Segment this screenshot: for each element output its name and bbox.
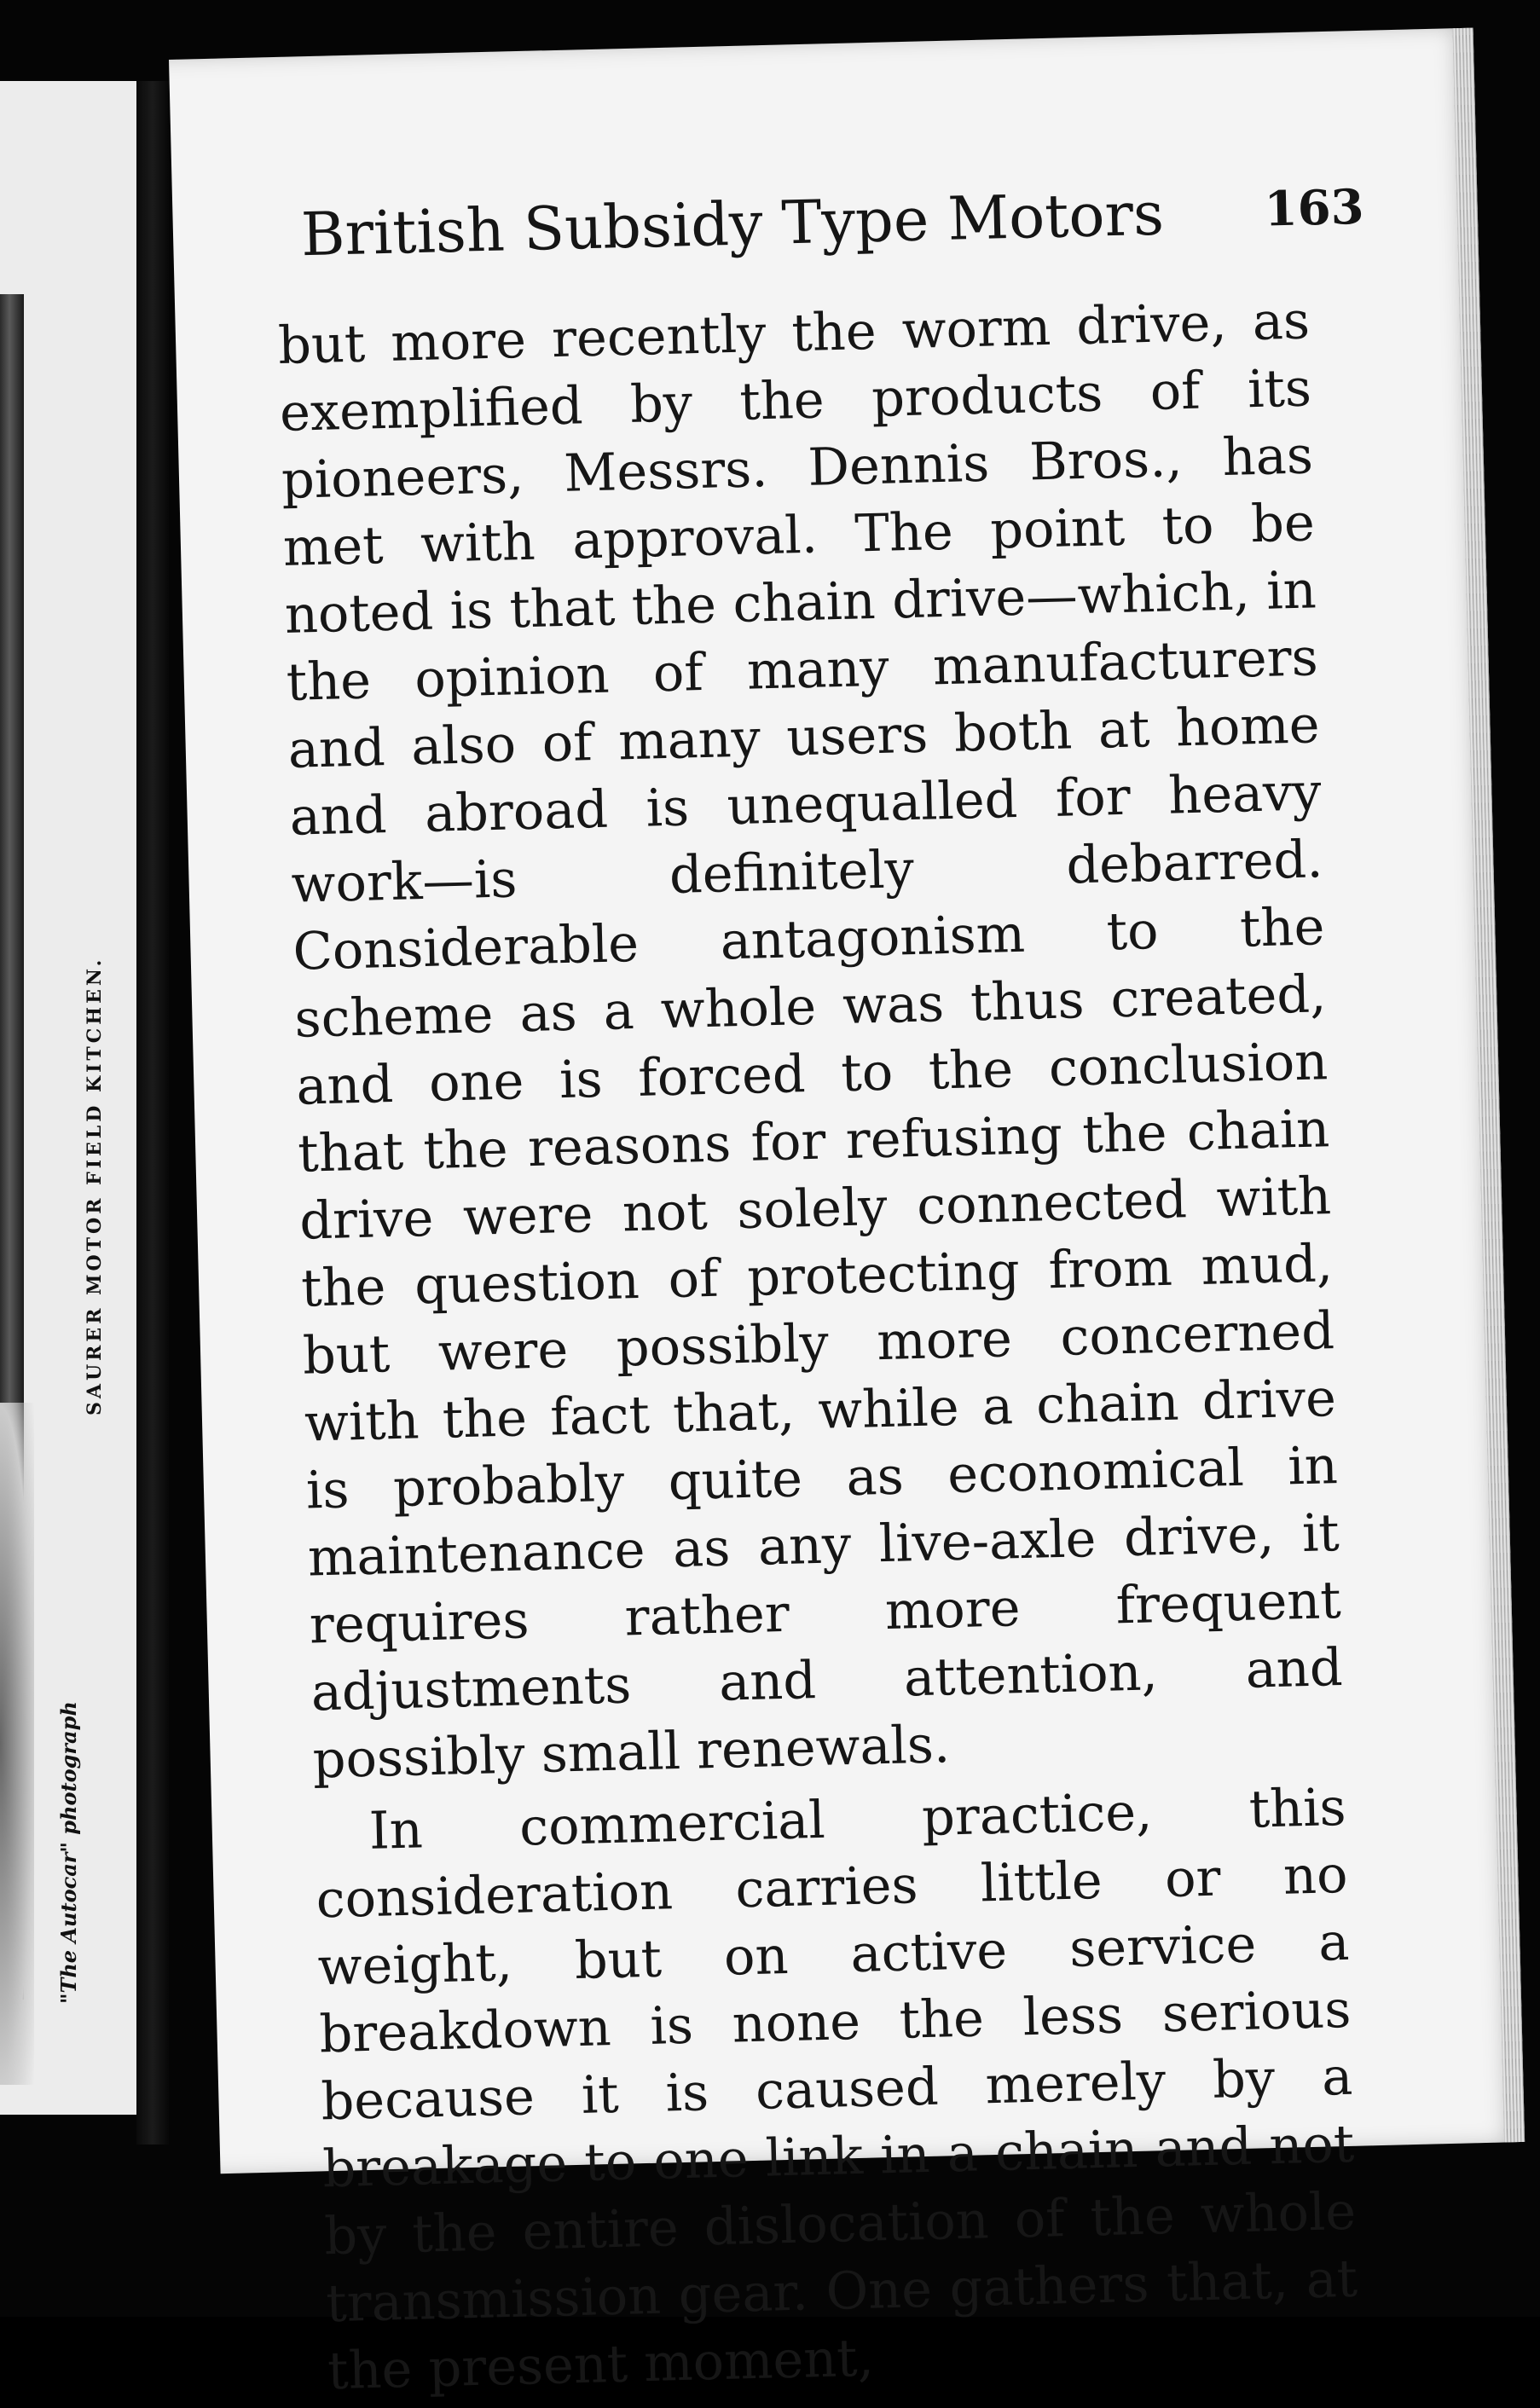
body-text bbox=[277, 287, 1360, 2405]
book-page bbox=[169, 28, 1525, 2402]
page-number: 163 bbox=[1263, 178, 1365, 238]
running-title: British Subsidy Type Motors bbox=[300, 178, 1165, 270]
paragraph-1: but more recently the worm drive, as exemplified by the products of its pioneers, Messrs. Dennis Bros., has met with approval. The point to be noted is that the chain drive—which, in the opinion of many manufacturers and also of many users both at home and abroad is unequalled for heavy work—is definitely debarred. Considerable antagonism to the scheme as a whole was thus created, and one is forced to the conclusion that the reasons for refusing the chain drive were not solely connected with the question of protecting from mud, but were possibly more concerned with the fact that, while a chain drive is probably quite as economical in maintenance as any live-axle drive, it requires rather more frequent adjustments and attention, and possibly small renewals. bbox=[277, 291, 1344, 1791]
photo-caption: SAURER MOTOR FIELD KITCHEN. bbox=[84, 956, 106, 1415]
running-header bbox=[300, 174, 1376, 270]
paragraph-2: In commercial practice, this consideration carries little or no weight, but on active service a breakdown is none the less serious because it is caused merely by a breakage to one link in a chain and not by the entire dislocation of the whole transmission gear. One gathers that, at the present moment, bbox=[315, 1777, 1358, 2402]
photo-plate-fade bbox=[0, 1403, 34, 2085]
photo-credit: "The Autocar" photograph bbox=[56, 1701, 81, 2004]
binding-gutter bbox=[136, 81, 169, 2145]
